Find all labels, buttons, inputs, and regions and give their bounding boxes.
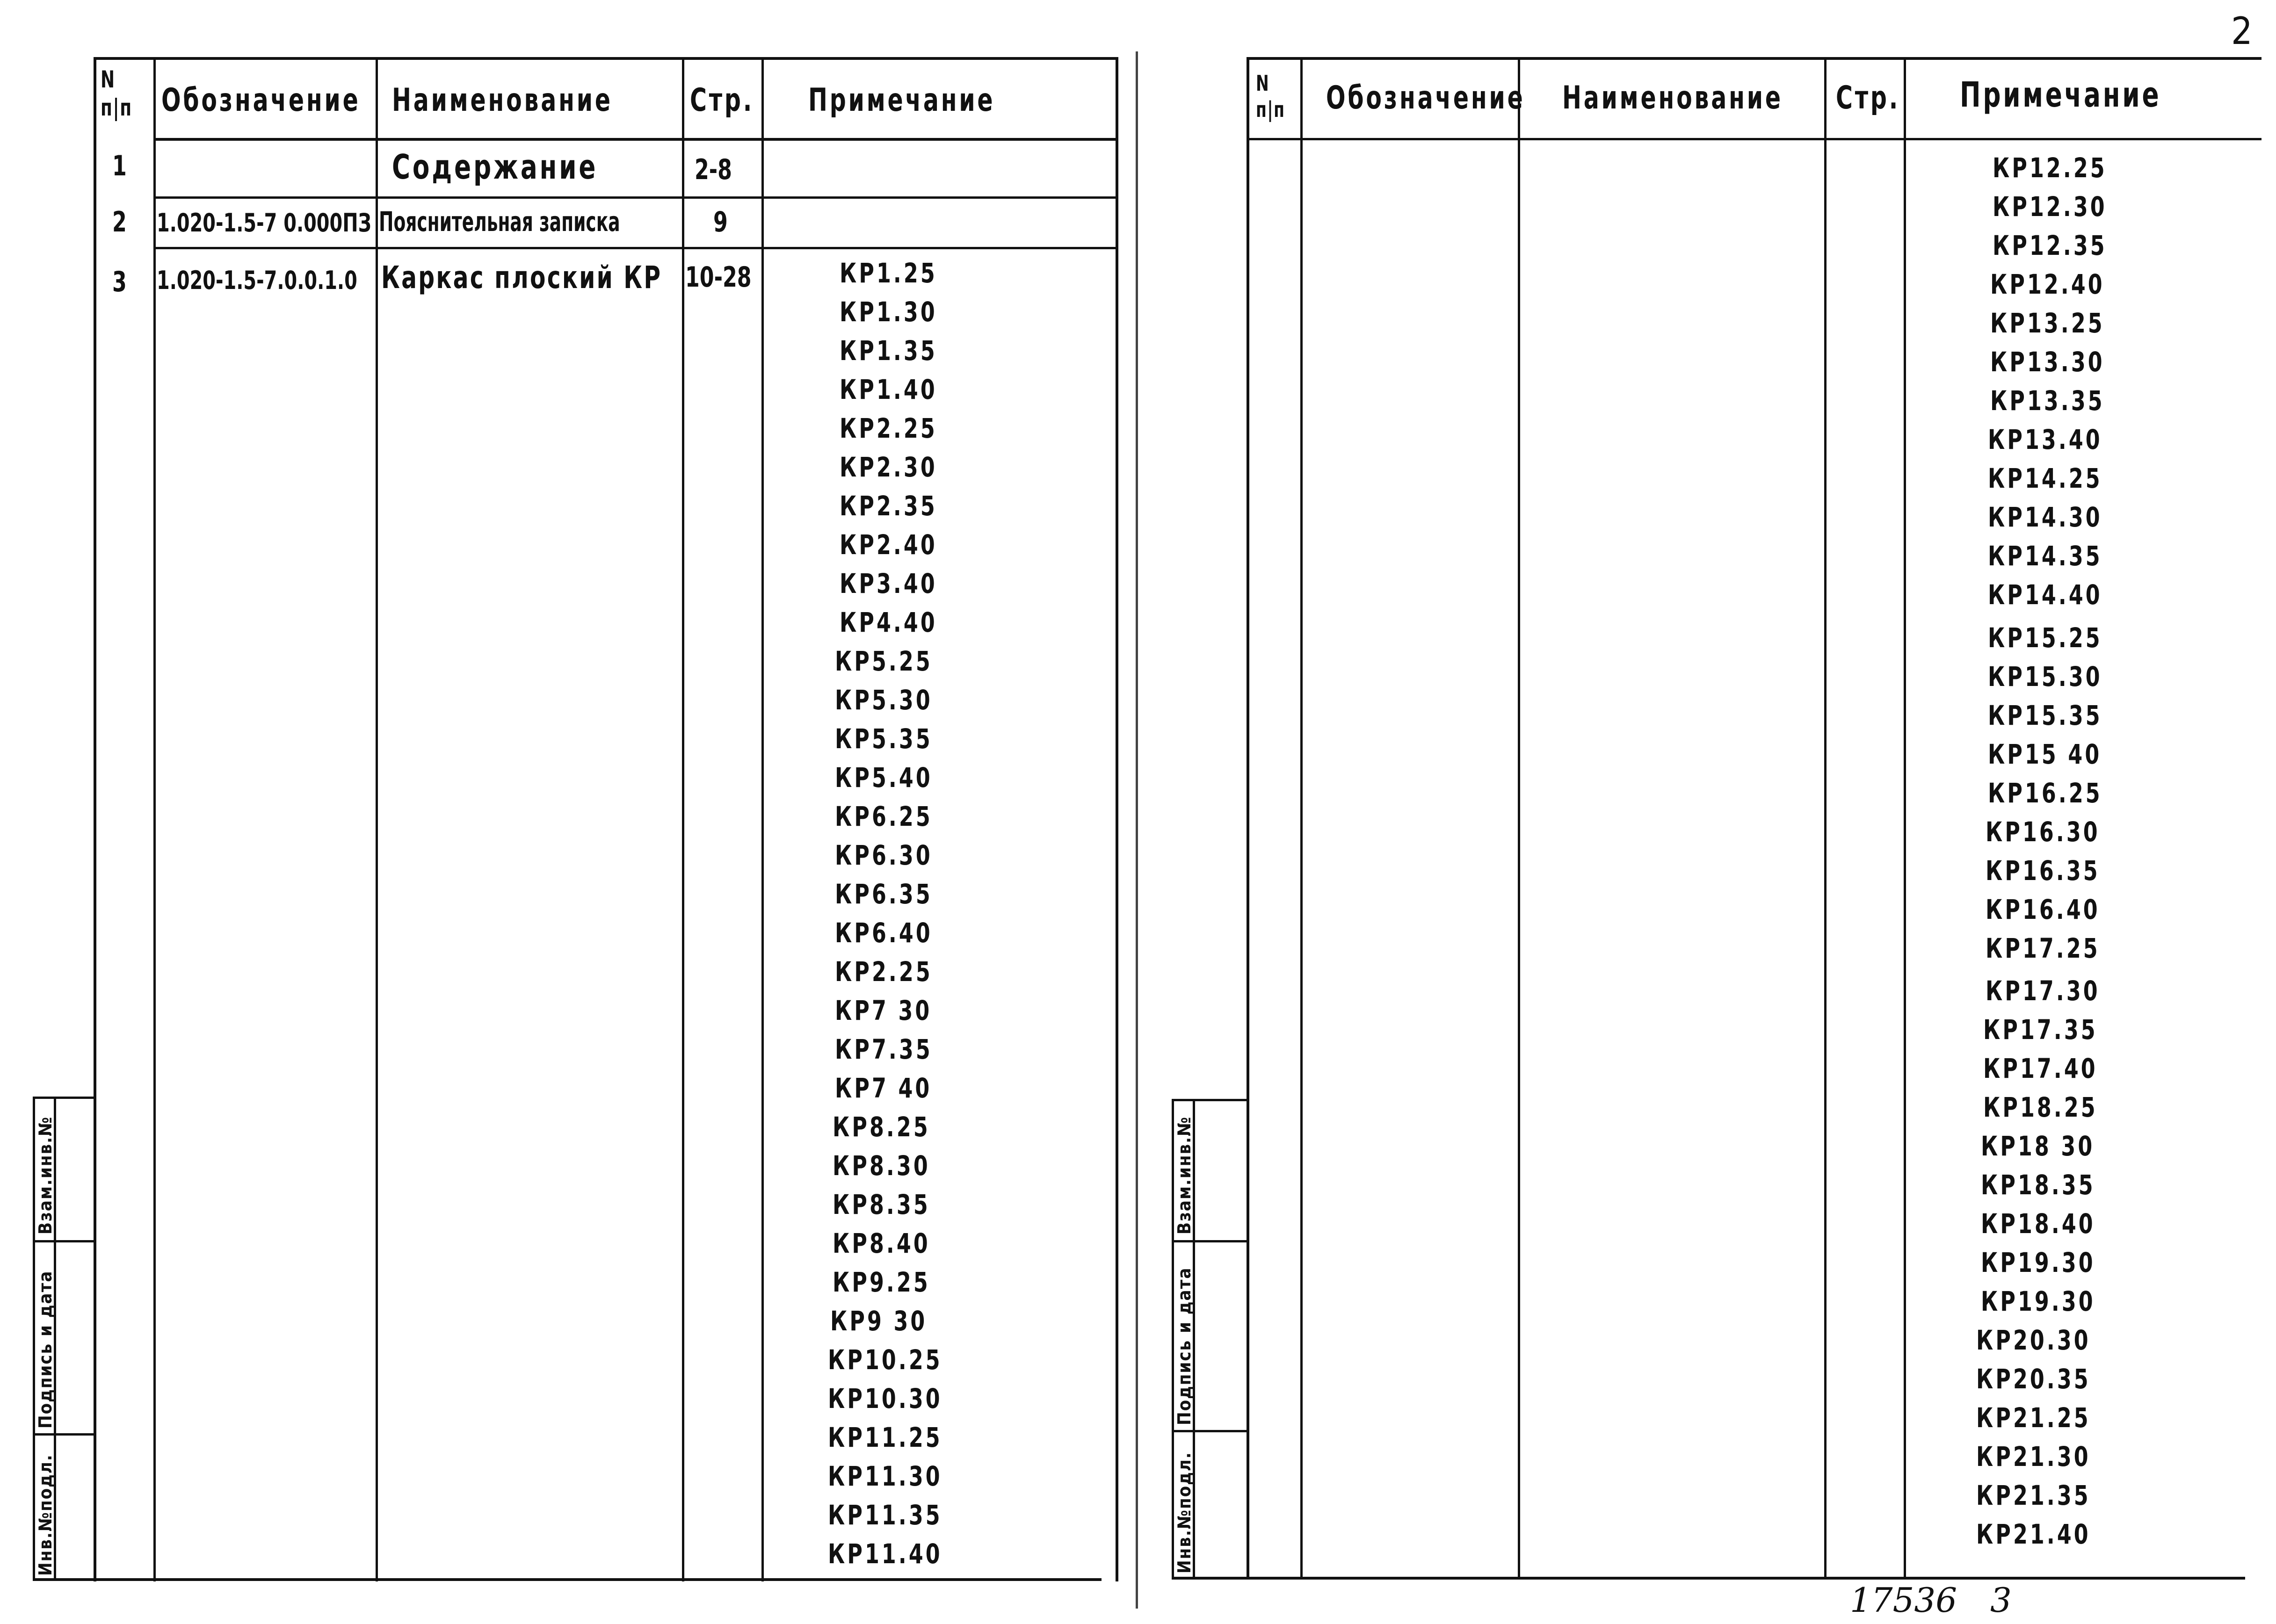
- list-item: КР16.40: [1986, 894, 2100, 925]
- row2-page: 9: [713, 206, 728, 238]
- list-item: КР18.40: [1981, 1208, 2095, 1240]
- row2-num: 2: [112, 206, 127, 238]
- list-item: КР11.40: [828, 1538, 942, 1570]
- stamp-left-div1: [33, 1240, 96, 1242]
- list-item: КР13.25: [1990, 307, 2105, 339]
- list-item: КР14.35: [1988, 540, 2102, 572]
- left-header-num: N п|п: [101, 66, 132, 121]
- list-item: КР15.35: [1988, 700, 2102, 731]
- list-item: КР4.40: [840, 606, 937, 638]
- row2-designation: 1.020-1.5-7 0.000ПЗ: [157, 208, 371, 238]
- list-item: КР15.30: [1988, 661, 2102, 693]
- list-item: КР16.25: [1988, 777, 2102, 809]
- list-item: КР18 30: [1981, 1130, 2095, 1162]
- list-item: КР2.35: [840, 490, 937, 522]
- left-table-right-border: [1116, 57, 1118, 1581]
- list-item: КР13.35: [1990, 385, 2105, 417]
- list-item: КР21.40: [1976, 1518, 2091, 1550]
- stamp-sign-date: Подпись и дата: [1174, 1267, 1195, 1425]
- list-item: КР9 30: [830, 1305, 928, 1337]
- list-item: КР14.40: [1988, 579, 2102, 611]
- right-header-num: N п|п: [1256, 71, 1285, 122]
- left-table-bottom-border: [33, 1578, 1102, 1581]
- list-item: КР1.30: [840, 296, 937, 328]
- list-item: КР3.40: [840, 568, 937, 599]
- list-item: КР8.25: [833, 1111, 930, 1143]
- list-item: КР7.35: [835, 1033, 933, 1065]
- list-item: КР2.30: [840, 451, 937, 483]
- list-item: КР17.30: [1986, 975, 2100, 1007]
- right-table-bottom-border: [1172, 1577, 2245, 1580]
- list-item: КР10.30: [828, 1383, 942, 1415]
- row3-name: Каркас плоский КР: [381, 260, 662, 296]
- list-item: КР2.25: [835, 956, 933, 988]
- stamp-right-div2: [1172, 1430, 1247, 1432]
- row1-num: 1: [112, 150, 127, 182]
- stamp-right-div1: [1172, 1240, 1247, 1242]
- right-table-left-border: [1247, 57, 1249, 1579]
- list-item: КР8.30: [833, 1150, 930, 1182]
- list-item: КР15 40: [1988, 738, 2102, 770]
- left-col-divider-3: [682, 57, 684, 1581]
- list-item: КР19.30: [1981, 1247, 2095, 1278]
- list-item: КР2.40: [840, 529, 937, 561]
- left-col-divider-2: [376, 57, 378, 1581]
- list-item: КР18.35: [1981, 1169, 2095, 1201]
- list-item: КР21.30: [1976, 1441, 2091, 1472]
- doc-number: 17536: [1850, 1581, 1957, 1620]
- stamp-inv-orig: Инв.№подл.: [1174, 1451, 1195, 1573]
- list-item: КР12.40: [1990, 268, 2105, 300]
- list-item: КР6.35: [835, 878, 933, 910]
- stamp-sign-date: Подпись и дата: [35, 1270, 56, 1429]
- list-item: КР11.30: [828, 1460, 942, 1492]
- list-item: КР12.30: [1993, 191, 2107, 223]
- list-item: КР1.40: [840, 374, 937, 405]
- list-item: КР5.40: [835, 762, 933, 794]
- right-col-divider-2: [1518, 57, 1520, 1579]
- list-item: КР15.25: [1988, 622, 2102, 654]
- stamp-inv-orig: Инв.№подл.: [35, 1454, 56, 1576]
- left-table-row1-bottom: [154, 196, 1118, 199]
- page-number: 2: [2231, 9, 2253, 53]
- left-header-name: Наименование: [392, 82, 613, 119]
- left-table-row2-bottom: [154, 247, 1118, 249]
- list-item: КР5.35: [835, 723, 933, 755]
- list-item: КР6.30: [835, 839, 933, 871]
- list-item: КР20.30: [1976, 1324, 2091, 1356]
- list-item: КР11.25: [828, 1422, 942, 1453]
- list-item: КР6.25: [835, 801, 933, 832]
- row1-page: 2-8: [695, 153, 732, 186]
- list-item: КР2.25: [840, 412, 937, 444]
- stamp-replace-inv: Взам.инв.№: [35, 1116, 56, 1234]
- list-item: КР21.35: [1976, 1480, 2091, 1511]
- right-col-divider-3: [1824, 57, 1827, 1579]
- left-col-divider-4: [761, 57, 764, 1581]
- stamp-replace-inv: Взам.инв.№: [1174, 1116, 1195, 1234]
- left-header-note: Примечание: [808, 82, 995, 119]
- list-item: КР7 40: [835, 1072, 932, 1104]
- stamp-left-top: [33, 1097, 96, 1099]
- right-col-divider-1: [1300, 57, 1303, 1579]
- list-item: КР5.30: [835, 684, 933, 716]
- list-item: КР6.40: [835, 917, 933, 949]
- row3-page: 10-28: [685, 261, 752, 294]
- list-item: КР12.25: [1993, 152, 2107, 184]
- row3-num: 3: [112, 266, 127, 298]
- list-item: КР13.40: [1988, 424, 2102, 455]
- list-item: КР7 30: [835, 995, 932, 1026]
- right-col-divider-4: [1904, 57, 1906, 1579]
- right-header-designation: Обозначение: [1326, 79, 1525, 116]
- right-header-page: Стр.: [1836, 79, 1900, 116]
- left-header-designation: Обозначение: [161, 82, 361, 119]
- list-item: КР16.30: [1986, 816, 2100, 848]
- left-table-top-border: [94, 57, 1118, 60]
- list-item: КР12.35: [1993, 230, 2107, 261]
- list-item: КР11.35: [828, 1499, 942, 1531]
- stamp-left-div2: [33, 1433, 96, 1436]
- right-table-header-bottom: [1247, 138, 2262, 140]
- list-item: КР19.30: [1981, 1285, 2095, 1317]
- list-item: КР5.25: [835, 645, 933, 677]
- right-header-name: Наименование: [1562, 79, 1783, 116]
- list-item: КР10.25: [828, 1344, 942, 1376]
- list-item: КР8.35: [833, 1189, 930, 1220]
- row3-designation: 1.020-1.5-7.0.0.1.0: [157, 266, 357, 295]
- sheet-number: 3: [1990, 1581, 2012, 1620]
- list-item: КР20.35: [1976, 1363, 2091, 1395]
- list-item: КР14.25: [1988, 462, 2102, 494]
- left-header-page: Стр.: [690, 82, 754, 119]
- fold-line: [1136, 51, 1138, 1609]
- list-item: КР13.30: [1990, 346, 2105, 378]
- list-item: КР1.35: [840, 335, 937, 367]
- list-item: КР17.35: [1983, 1014, 2098, 1046]
- row2-name: Пояснительная записка: [379, 206, 620, 238]
- stamp-right-top: [1172, 1099, 1247, 1101]
- right-table-top-border: [1247, 57, 2262, 60]
- left-col-divider-1: [153, 57, 156, 1581]
- list-item: КР18.25: [1983, 1091, 2098, 1123]
- left-table-header-bottom: [154, 138, 1118, 141]
- list-item: КР21.25: [1976, 1402, 2091, 1434]
- list-item: КР14.30: [1988, 501, 2102, 533]
- list-item: КР16.35: [1986, 855, 2100, 887]
- list-item: КР17.25: [1986, 932, 2100, 964]
- right-header-note: Примечание: [1960, 75, 2161, 115]
- list-item: КР1.25: [840, 257, 937, 289]
- list-item: КР9.25: [833, 1266, 930, 1298]
- row1-name: Содержание: [392, 147, 598, 187]
- list-item: КР17.40: [1983, 1053, 2098, 1084]
- left-table-left-border: [94, 57, 96, 1581]
- list-item: КР8.40: [833, 1227, 930, 1259]
